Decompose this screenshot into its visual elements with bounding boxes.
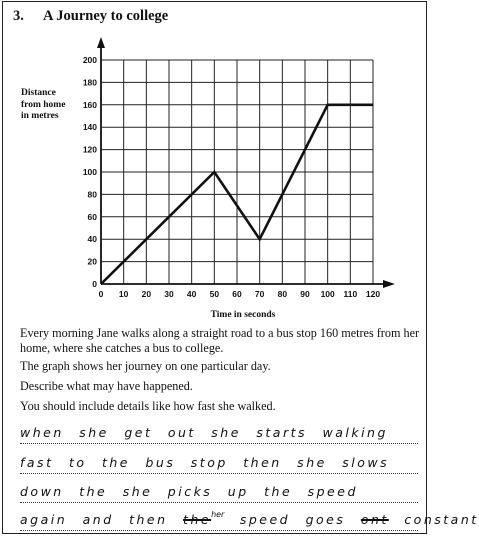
- y-tick-label: 160: [82, 99, 97, 110]
- x-tick-label: 50: [209, 289, 220, 299]
- y-tick-label: 120: [82, 144, 97, 155]
- y-axis-label-line: in metres: [21, 111, 59, 121]
- journey-graph: [3, 32, 428, 322]
- answer-line-3: down the she picks up the speed: [20, 482, 418, 503]
- graph-description: The graph shows her journey on one particular day.: [20, 359, 271, 373]
- y-tick-label: 140: [82, 122, 97, 133]
- x-tick-label: 30: [164, 289, 174, 299]
- x-tick-label: 100: [320, 289, 335, 299]
- x-tick-label: 10: [118, 289, 129, 299]
- intro-paragraph: Every morning Jane walks along a straight road to a bus stop 160 metres from her home, where she catches a bus to college.: [20, 326, 420, 355]
- x-tick-label: 0: [98, 289, 104, 299]
- worksheet-page: [2, 1, 479, 534]
- y-tick-label: 0: [92, 279, 97, 289]
- instruction-describe: Describe what may have happened.: [20, 379, 193, 393]
- answer-line-2: fast to the bus stop then she slows: [20, 453, 418, 474]
- x-tick-label: 80: [277, 289, 288, 299]
- question-number: 3.: [13, 8, 24, 24]
- instruction-details: You should include details like how fast she walked.: [20, 399, 276, 413]
- y-tick-label: 200: [82, 55, 97, 65]
- y-tick-label: 180: [82, 77, 97, 88]
- y-axis-label-line: Distance: [21, 88, 56, 98]
- y-tick-label: 100: [82, 167, 97, 177]
- question-title: A Journey to college: [43, 8, 169, 24]
- x-tick-label: 120: [365, 289, 381, 299]
- x-tick-label: 70: [254, 289, 265, 299]
- y-tick-label: 60: [87, 211, 97, 222]
- answer-line-4: [20, 510, 479, 531]
- y-axis-arrow: [97, 37, 105, 48]
- answer-line-4-end: constant: [404, 512, 479, 527]
- y-axis-label-line: from home: [21, 99, 66, 110]
- inserted-word-her: her: [211, 510, 225, 519]
- y-tick-label: 20: [87, 256, 97, 267]
- answer-line-1: when she get out she starts walking: [20, 423, 418, 444]
- x-tick-label: 20: [141, 289, 152, 299]
- x-axis-label: Time in seconds: [210, 310, 276, 320]
- x-tick-label: 40: [186, 289, 197, 299]
- x-axis-arrow: [383, 280, 395, 288]
- struck-word-the: the: [183, 512, 212, 527]
- y-tick-label: 80: [87, 189, 97, 200]
- struck-word-ont: ont: [360, 512, 389, 527]
- answer-line-4-start: again and then: [20, 512, 168, 527]
- answer-line-4-middle: speed goes: [239, 512, 346, 527]
- y-tick-label: 40: [87, 234, 97, 245]
- x-tick-label: 90: [300, 289, 310, 299]
- x-tick-label: 60: [232, 289, 242, 299]
- x-tick-label: 110: [343, 289, 358, 299]
- question-heading: [13, 8, 168, 25]
